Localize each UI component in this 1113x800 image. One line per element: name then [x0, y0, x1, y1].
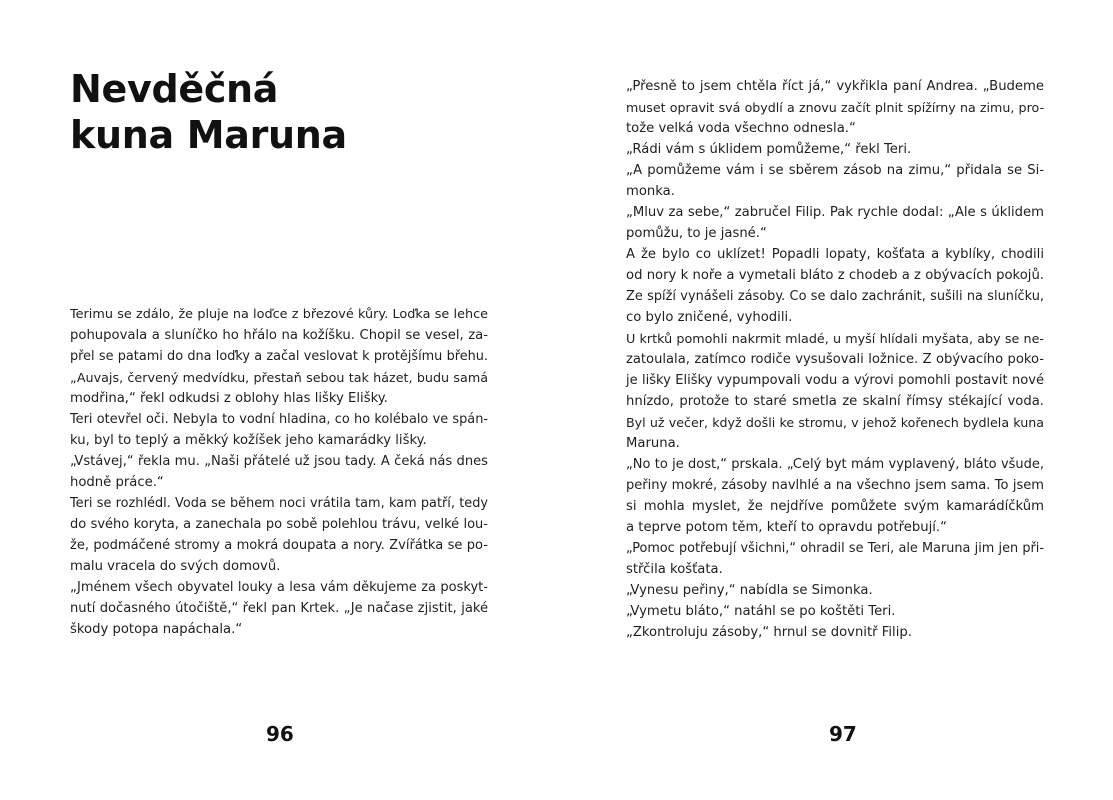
text-line: Byl už večer, když došli ke stromu, v jehož kořenech bydlela kuna: [626, 415, 1044, 430]
chapter-title: [70, 66, 347, 158]
text-line: že, podmáčené stromy a mokrá doupata a nory. Zvířátka se po-: [70, 538, 488, 553]
text-line: od nory k noře a vymetali bláto z chodeb a z obývacích pokojů.: [626, 268, 1044, 283]
right-page: [556, 0, 1113, 800]
text-line: pomůžu, to je jasné.“: [626, 226, 767, 241]
body-text: [70, 304, 488, 640]
text-line: „Jménem všech obyvatel louky a lesa vám děkujeme za poskyt-: [70, 580, 488, 595]
text-line: „Rádi vám s úklidem pomůžeme,“ řekl Teri.: [626, 142, 912, 157]
text-line: Maruna.: [626, 436, 680, 451]
text-line: do svého koryta, a zanechala po sobě polehlou trávu, velké lou-: [70, 517, 488, 532]
text-line: Ze spíží vynášeli zásoby. Co se dalo zachránit, sušili na sluníčku,: [626, 289, 1044, 304]
text-line: „Vymetu bláto,“ natáhl se po koštěti Teri.: [626, 604, 896, 619]
text-line: škody potopa napáchala.“: [70, 622, 243, 637]
page-number: 97: [829, 722, 857, 746]
text-line: Terimu se zdálo, že pluje na loďce z březové kůry. Loďka se lehce: [70, 307, 488, 322]
chapter-title-line: kuna Maruna: [70, 113, 347, 157]
text-line: nutí dočasného útočiště,“ řekl pan Krtek. „Je načase zjistit, jaké: [70, 601, 488, 616]
text-line: střčila košťata.: [626, 562, 723, 577]
text-line: co bylo zničené, vyhodili.: [626, 310, 793, 325]
text-line: přel se patami do dna loďky a začal veslovat k protějšímu břehu.: [70, 349, 488, 364]
text-line: peřiny mokré, zásoby navlhlé a na všechno jsem sama. To jsem: [626, 478, 1044, 493]
text-line: U krtků pomohli nakrmit mladé, u myší hlídali myšata, aby se ne-: [626, 331, 1044, 346]
text-line: monka.: [626, 184, 675, 199]
text-line: „Mluv za sebe,“ zabručel Filip. Pak rychle dodal: „Ale s úklidem: [626, 205, 1044, 220]
text-line: A že bylo co uklízet! Popadli lopaty, košťata a kyblíky, chodili: [626, 247, 1044, 262]
text-line: „Vynesu peřiny,“ nabídla se Simonka.: [626, 583, 873, 598]
text-line: Teri otevřel oči. Nebyla to vodní hladina, co ho kolébalo ve spán-: [70, 412, 488, 427]
text-line: „Zkontroluju zásoby,“ hrnul se dovnitř Filip.: [626, 625, 912, 640]
text-line: „Pomoc potřebují všichni,“ ohradil se Teri, ale Maruna jim jen při-: [626, 541, 1044, 556]
body-text: [626, 76, 1044, 643]
chapter-title-line: Nevděčná: [70, 67, 279, 111]
text-line: malu vracela do svých domovů.: [70, 559, 281, 574]
text-line: zatoulala, zatímco rodiče vysušovali ložnice. Z obývacího poko-: [626, 352, 1044, 367]
text-line: „No to je dost,“ prskala. „Celý byt mám vyplavený, bláto všude,: [626, 457, 1044, 472]
text-line: tože velká voda všechno odnesla.“: [626, 121, 856, 136]
text-line: ku, byl to teplý a měkký kožíšek jeho kamarádky lišky.: [70, 433, 427, 448]
text-line: „Přesně to jsem chtěla říct já,“ vykřikla paní Andrea. „Budeme: [626, 79, 1044, 94]
text-line: a teprve potom těm, kteří to opravdu potřebují.“: [626, 520, 947, 535]
text-line: „Vstávej,“ řekla mu. „Naši přátelé už jsou tady. A čeká nás dnes: [70, 454, 488, 469]
text-line: muset opravit svá obydlí a znovu začít plnit spížírny na zimu, pro-: [626, 100, 1044, 115]
text-line: je lišky Elišky vypumpovali vodu a výrovi pomohli postavit nové: [626, 373, 1044, 388]
text-line: Teri se rozhlédl. Voda se během noci vrátila tam, kam patří, tedy: [70, 496, 488, 511]
text-line: hodně práce.“: [70, 475, 164, 490]
text-line: modřina,“ řekl odkudsi z oblohy hlas lišky Elišky.: [70, 391, 388, 406]
text-line: „Auvajs, červený medvídku, přestaň sebou tak házet, budu samá: [70, 370, 488, 385]
text-line: pohupovala a sluníčko ho hřálo na kožíšku. Chopil se vesel, za-: [70, 328, 488, 343]
text-line: „A pomůžeme vám i se sběrem zásob na zimu,“ přidala se Si-: [626, 163, 1044, 178]
text-line: hnízdo, protože to staré smetla ze skalní římsy stékající voda.: [626, 394, 1044, 409]
text-line: si mohla myslet, že nejdříve pomůžete svým kamarádíčkům: [626, 499, 1044, 514]
page-number: 96: [266, 722, 294, 746]
left-page: [0, 0, 556, 800]
